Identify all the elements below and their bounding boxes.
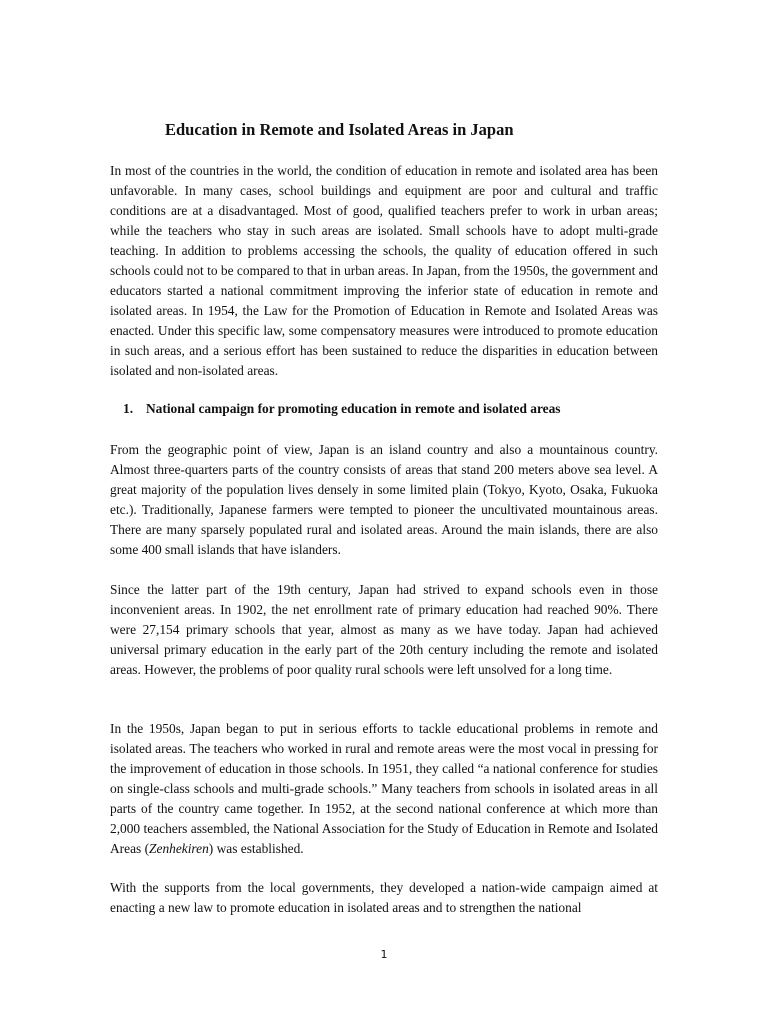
- document-title: Education in Remote and Isolated Areas in Japan: [165, 120, 514, 139]
- history-paragraph: Since the latter part of the 19th century, Japan had strived to expand schools even in those inconvenient areas. In 1902, the net enrollment rate of primary education had reached 90%. There were 27,154 primary schools that year, almost as many as we have today. Japan had achieved universal primary education in the early part of the 20th century including the remote and isolated areas. However, the problems of poor quality rural schools were left unsolved for a long time.: [110, 582, 658, 677]
- support-paragraph: With the supports from the local governments, they developed a nation-wide campaign aimed at enacting a new law to promote education in isolated areas and to strengthen the national: [110, 880, 658, 915]
- zenhekiren-term: Zenhekiren: [149, 841, 209, 856]
- section-heading: [123, 399, 663, 419]
- campaign-text-after: ) was established.: [208, 841, 304, 856]
- section-heading-text: National campaign for promoting education in remote and isolated areas: [146, 401, 561, 416]
- section-number: 1.: [123, 401, 134, 416]
- page-number: 1: [380, 948, 388, 961]
- campaign-text-before: In the 1950s, Japan began to put in serious efforts to tackle educational problems in remote and isolated areas. The teachers who worked in rural and remote areas were the most vocal in pressing for the improvement of education in those schools. In 1951, they called “a national conference for studies on single-class schools and multi-grade schools.” Many teachers from schools in isolated areas in all parts of the country came together. In 1952, at the second national conference at which more than 2,000 teachers assembled, the National Association for the Study of Education in Remote and Isolated Areas (: [110, 721, 658, 856]
- campaign-paragraph: [110, 719, 658, 859]
- intro-paragraph: In most of the countries in the world, the condition of education in remote and isolated area has been unfavorable. In many cases, school buildings and equipment are poor and cultural and traffic conditions are at a disadvantaged. Most of good, qualified teachers prefer to work in urban areas; while the teachers who stay in such areas are isolated. Small schools have to adopt multi-grade teaching. In addition to problems accessing the schools, the quality of education offered in such schools could not to be compared to that in urban areas. In Japan, from the 1950s, the government and educators started a national commitment improving the inferior state of education in remote and isolated areas. In 1954, the Law for the Promotion of Education in Remote and Isolated Areas was enacted. Under this specific law, some compensatory measures were introduced to promote education in such areas, and a serious effort has been sustained to reduce the disparities in education between isolated and non-isolated areas.: [110, 163, 658, 378]
- geography-paragraph: From the geographic point of view, Japan is an island country and also a mountainous country. Almost three-quarters parts of the country consists of areas that stand 200 meters above sea level. A great majority of the population lives densely in some limited plain (Tokyo, Kyoto, Osaka, Fukuoka etc.). Traditionally, Japanese farmers were tempted to pioneer the uncultivated mountainous areas. There are many sparsely populated rural and isolated areas. Around the main islands, there are also some 400 small islands that have islanders.: [110, 442, 658, 557]
